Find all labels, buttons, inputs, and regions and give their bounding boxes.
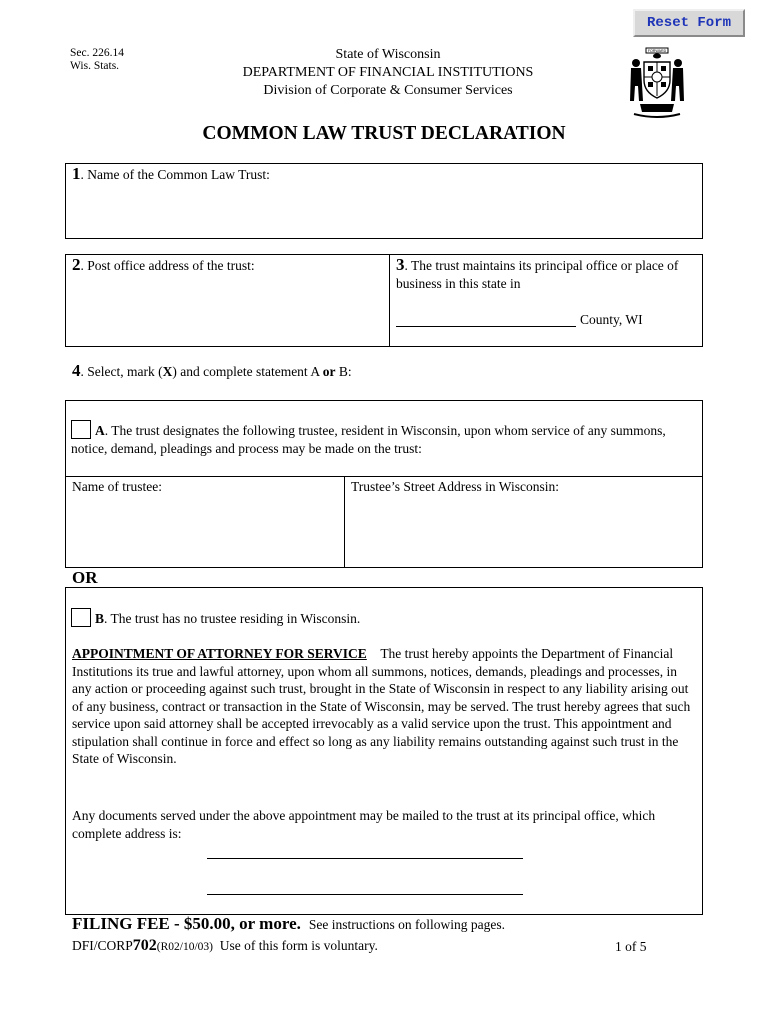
form-identifier [72, 937, 378, 955]
option-a-text: . The trust designates the following trustee, resident in Wisconsin, upon whom service of any summons, notice, demand, pleadings and process may be made on the trust: [71, 423, 666, 456]
reset-form-button[interactable]: Reset Form [633, 9, 745, 37]
section-2-number: 2 [72, 255, 81, 274]
form-prefix: DFI/CORP [72, 938, 133, 953]
appointment-text: The trust hereby appoints the Department of Financial Institutions its true and lawful attorney, upon whom all summons, notices, demands, pleadings and processes, in any action or proceeding against such trust, brought in the State of Wisconsin in respect to any liability arising out of any business, contract or transaction in the State of Wisconsin, may be served. The trust hereby agrees that such service upon said attorney shall be accepted irrevocably as a valid service upon the trust. This appointment and stipulation shall continue in force and effect so long as any liability remains outstanding against such trust in the State of Wisconsin. [72, 646, 691, 766]
option-a-statement [71, 420, 693, 457]
post-office-address-label [72, 256, 255, 275]
option-a-letter: A [95, 423, 105, 438]
wisconsin-seal-icon [626, 46, 688, 118]
section-4-number: 4 [72, 361, 81, 380]
option-a-box [65, 400, 703, 477]
voluntary-note: Use of this form is voluntary. [219, 938, 378, 953]
section-4-post: B: [335, 364, 352, 379]
appointment-paragraph [72, 645, 694, 768]
option-a-checkbox[interactable] [71, 420, 91, 439]
option-b-letter: B [95, 611, 105, 626]
option-b-text: . The trust has no trustee residing in Wisconsin. [104, 611, 361, 626]
mailing-instruction: Any documents served under the above appointment may be mailed to the trust at its principal office, which complete address is: [72, 808, 656, 841]
section-4-mid: ) and complete statement A [172, 364, 323, 379]
seal-motto: FORWARD [647, 49, 667, 54]
section-4-pre: . Select, mark ( [80, 364, 163, 379]
statute-line-2: Wis. Stats. [70, 60, 120, 72]
form-revision: (R02/10/03) [156, 941, 214, 953]
option-b-box [65, 587, 703, 915]
section-3-text: . The trust maintains its principal office or place of business in this state in [396, 258, 679, 291]
form-number: 702 [132, 937, 157, 954]
filing-fee-label: FILING FEE - $50.00, or more. [72, 914, 301, 933]
principal-office-label [396, 256, 696, 292]
trustee-address-box[interactable] [344, 476, 703, 568]
post-office-address-box[interactable] [65, 254, 390, 347]
division-name: Division of Corporate & Consumer Services [263, 83, 513, 98]
appointment-heading: APPOINTMENT OF ATTORNEY FOR SERVICE [72, 646, 367, 661]
mailing-address-line-1[interactable] [207, 857, 523, 859]
section-4-x: X [162, 364, 173, 379]
section-4-or: or [322, 364, 336, 379]
form-title: COMMON LAW TRUST DECLARATION [202, 123, 566, 144]
state-name: State of Wisconsin [335, 47, 441, 62]
statute-reference [70, 47, 124, 73]
filing-fee-line [72, 914, 505, 934]
principal-office-box [389, 254, 703, 347]
section-1-text: . Name of the Common Law Trust: [80, 167, 270, 182]
county-input-line[interactable] [396, 325, 576, 327]
trust-name-label [72, 165, 270, 184]
trust-name-box[interactable] [65, 163, 703, 239]
section-3-number: 3 [396, 255, 405, 274]
statute-line-1: Sec. 226.14 [70, 47, 124, 59]
trustee-name-label: Name of trustee: [72, 479, 162, 494]
filing-fee-note: See instructions on following pages. [308, 917, 505, 932]
mailing-address-line-2[interactable] [207, 893, 523, 895]
section-4-instruction [72, 362, 352, 381]
department-name: DEPARTMENT OF FINANCIAL INSTITUTIONS [242, 65, 534, 80]
trustee-address-label: Trustee’s Street Address in Wisconsin: [351, 479, 559, 494]
option-b-checkbox[interactable] [71, 608, 91, 627]
or-separator: OR [72, 568, 98, 587]
section-1-number: 1 [72, 164, 81, 183]
county-suffix: County, WI [580, 312, 643, 327]
section-2-text: . Post office address of the trust: [80, 258, 255, 273]
option-b-statement [71, 608, 360, 628]
page-number: 1 of 5 [615, 939, 647, 954]
trustee-name-box[interactable] [65, 476, 345, 568]
